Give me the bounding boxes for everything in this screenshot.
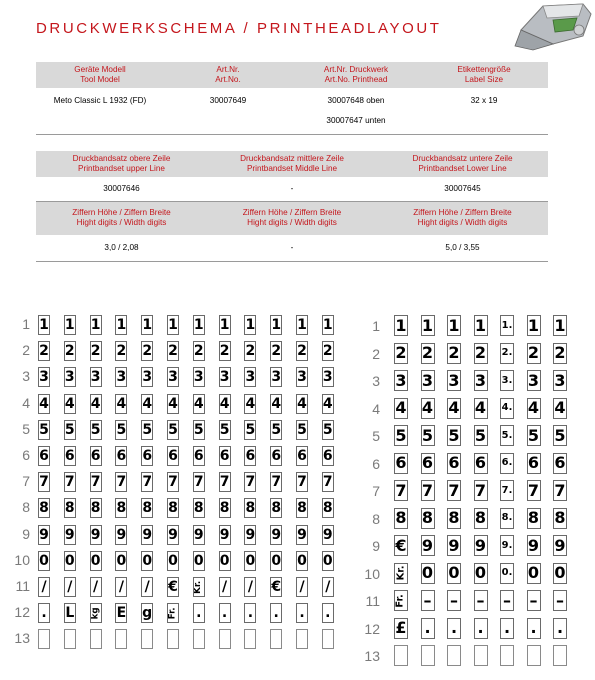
printband-cell: 7	[421, 480, 434, 500]
printband-cell: 0	[322, 552, 333, 569]
printband-cell: 3.	[500, 370, 514, 391]
printband-cell: E	[116, 605, 127, 622]
printband-cell: 3	[421, 370, 434, 390]
header-printband-lower: Druckbandsatz untere Zeile Printbandset Lower Line	[377, 151, 548, 177]
printband-cell: 4	[90, 395, 101, 412]
printband-cell: 1	[64, 317, 75, 333]
printband-cell: 0	[554, 563, 566, 582]
printband-cell: 8	[395, 508, 407, 527]
row-number: 9	[372, 538, 380, 554]
printband-cell: 2	[64, 343, 75, 360]
row-number: 11	[365, 593, 380, 609]
printband-cell: 3	[39, 369, 49, 386]
printband-cell: 8	[64, 500, 75, 517]
printband-cell: Kr.	[193, 577, 205, 597]
printband-cell: 2	[219, 343, 230, 360]
printband-cell: 4	[193, 395, 204, 412]
printband-cell: 9	[421, 535, 434, 555]
printband-cell: 6	[395, 453, 407, 472]
printband-cell: 5	[90, 421, 101, 438]
printband-cell: 0	[271, 552, 282, 569]
printband-cell: 9	[448, 535, 460, 555]
printband-cell: 5.	[500, 425, 514, 446]
printband-cell: 7	[142, 474, 153, 491]
spec-table-1	[36, 62, 548, 135]
printband-cell: –	[474, 590, 488, 611]
value-printhead-art-no: 30007648 oben 30007647 unten	[326, 96, 386, 125]
printband-cell: 9	[322, 526, 333, 543]
printband-cell: .	[474, 618, 488, 639]
printband-cell: /	[115, 577, 127, 597]
printband-cell: 0	[448, 563, 460, 582]
printband-cell: 2	[527, 343, 540, 362]
header-digits-lower: Ziffern Höhe / Ziffern Breite Hight digits / Width digits	[377, 201, 548, 235]
printband-cell: 2	[142, 343, 153, 360]
printband-cell: 6	[322, 448, 333, 464]
row-number: 12	[14, 604, 30, 621]
printband-cell: 9	[271, 526, 282, 543]
printband-cell: 8	[193, 500, 204, 517]
printband-cell: 5	[297, 421, 307, 438]
printband-cell: /	[219, 577, 231, 597]
printband-cell: £	[395, 618, 407, 637]
printband-cell: 2.	[500, 343, 514, 364]
printband-cell: 7	[219, 474, 230, 491]
printband-cell: 1	[219, 317, 230, 333]
printband-cell: 1	[297, 317, 307, 333]
row-number: 4	[372, 400, 380, 417]
printband-cell	[421, 645, 435, 666]
printband-cell	[90, 629, 102, 649]
printband-cell: Fr.	[167, 603, 179, 623]
printband-cell: 3	[395, 370, 407, 390]
printband-cell: 5	[245, 421, 256, 438]
spec-table-2	[36, 151, 548, 262]
printband-cell	[167, 629, 179, 649]
printband-cell: 9	[39, 526, 49, 543]
printband-cell	[447, 645, 461, 666]
printband-cell: 9	[193, 526, 204, 543]
printband-cell: 6	[297, 448, 307, 464]
printband-cell	[527, 645, 541, 666]
printband-cell: 3	[474, 370, 487, 390]
printband-cell: 9	[219, 526, 230, 543]
printband-cell: 7	[554, 480, 566, 500]
row-number: 2	[22, 342, 30, 359]
printband-cell: 0	[245, 552, 256, 569]
printband-cell: 8	[90, 500, 101, 517]
printband-cell: 5	[64, 421, 75, 438]
printband-cell: 7	[168, 474, 178, 491]
printband-cell	[296, 629, 308, 649]
printband-cell: 1	[39, 317, 49, 333]
row-number: 3	[372, 373, 380, 389]
printband-cell: 5	[395, 425, 407, 445]
printband-cell: 8	[554, 508, 566, 527]
printband-cell: 8	[168, 500, 178, 517]
printband-cell: 0	[64, 552, 75, 569]
row-number: 11	[15, 578, 30, 594]
printband-cell: .	[527, 618, 541, 639]
printband-cell: 8	[142, 500, 153, 517]
value-digits-lower: 5,0 / 3,55	[445, 243, 480, 253]
printband-cell: 4	[39, 395, 49, 412]
printband-cell: 7	[64, 474, 75, 491]
row-number: 6	[372, 455, 380, 472]
printband-cell: –	[500, 590, 514, 611]
printband-cell: 2	[395, 343, 407, 362]
printband-cell: 4	[448, 398, 460, 417]
printband-cell: 4	[395, 398, 407, 417]
printband-cell: 7	[39, 474, 49, 491]
printband-cell: 1	[193, 317, 204, 333]
printband-cell: 0	[297, 552, 307, 569]
printband-cell: 9	[168, 526, 178, 543]
printband-cell: 0	[90, 552, 101, 569]
row-number: 13	[14, 630, 30, 647]
printband-cell: 0	[219, 552, 230, 569]
printband-cell: 4	[554, 398, 566, 417]
printband-cell: 3	[64, 369, 75, 386]
printband-cell: 0	[193, 552, 204, 569]
printband-cell: 0.	[500, 563, 514, 584]
printband-cell: .	[193, 603, 205, 623]
printband-cell: 1	[142, 317, 153, 333]
printband-cell: 0	[527, 563, 540, 582]
printband-cell: 7	[322, 474, 333, 491]
printband-cell: –	[421, 590, 435, 611]
value-digits-middle: -	[290, 243, 294, 253]
printband-cell: 7	[474, 480, 487, 500]
printband-cell: /	[322, 577, 334, 597]
printband-cell: 9	[474, 535, 487, 555]
printband-cell: /	[244, 577, 256, 597]
value-printband-lower: 30007645	[444, 184, 481, 194]
value-digits-upper: 3,0 / 2,08	[104, 243, 139, 253]
printband-cell: 6	[271, 448, 282, 464]
printband-cell: 7.	[500, 480, 514, 501]
printband-cell: /	[296, 577, 308, 597]
printband-cell: 4	[421, 398, 434, 417]
printband-cell: 4	[219, 395, 230, 412]
printband-cell: 6	[90, 448, 101, 464]
printband-cell: 8	[448, 508, 460, 527]
printband-cell	[141, 629, 153, 649]
printband-cell: 4.	[500, 398, 514, 419]
printband-cell: 0	[39, 552, 49, 569]
printband-cell: 6	[474, 453, 487, 472]
printband-cell: 9	[554, 535, 566, 555]
row-number: 5	[22, 420, 30, 437]
printband-cell: 4	[527, 398, 540, 417]
row-number: 6	[22, 447, 30, 463]
printband-cell: .	[244, 603, 256, 623]
printband-cell: 4	[474, 398, 487, 417]
printband-cell: 8	[219, 500, 230, 517]
printband-cell: 1	[168, 317, 178, 333]
printband-cell: /	[64, 577, 76, 597]
printband-cell: 0	[116, 552, 127, 569]
printband-cell: 7	[245, 474, 256, 491]
row-number: 8	[372, 510, 380, 527]
printband-cell: 1.	[500, 315, 514, 336]
row-number: 2	[372, 345, 380, 362]
row-number: 10	[364, 565, 380, 582]
printband-cell: 5	[39, 421, 49, 438]
printband-cell: 7	[297, 474, 307, 491]
printband-cell: g	[142, 605, 153, 622]
header-tool-model: Geräte Modell Tool Model	[36, 62, 164, 88]
printband-cell: .	[322, 603, 334, 623]
printband-cell: 8	[116, 500, 127, 517]
printband-cell: 8	[297, 500, 307, 517]
printband-cell	[474, 645, 488, 666]
price-labeller-icon	[513, 0, 593, 52]
printband-cell: 4	[168, 395, 178, 412]
printband-cell: 5	[322, 421, 333, 438]
value-printband-middle: -	[290, 184, 294, 194]
printband-cell: 6	[421, 453, 434, 472]
row-number: 3	[22, 368, 30, 385]
printband-cell: 0	[168, 552, 178, 569]
printband-cell: 3	[554, 370, 566, 390]
printband-cell: .	[38, 603, 50, 623]
printband-cell	[394, 645, 408, 666]
printband-cell: 9	[116, 526, 127, 543]
printband-cell: .	[553, 618, 567, 639]
printband-cell	[270, 629, 282, 649]
printband-cell: 9	[297, 526, 307, 543]
printband-cell: 2	[116, 343, 127, 360]
printband-cell: /	[90, 577, 102, 597]
row-number: 9	[22, 525, 30, 542]
printband-cell: 6	[554, 453, 566, 472]
header-digits-middle: Ziffern Höhe / Ziffern Breite Hight digits / Width digits	[207, 201, 377, 235]
printband-cell: 1	[395, 315, 407, 335]
printband-cell: 5	[474, 425, 487, 445]
printband-cell: 5	[527, 425, 540, 445]
printband-cell: 4	[297, 395, 307, 412]
printband-cell: kg	[90, 603, 102, 623]
printband-cell: 3	[322, 369, 333, 386]
printband-cell: 4	[245, 395, 256, 412]
printband-cell: 9	[245, 526, 256, 543]
printband-cell: 3	[448, 370, 460, 390]
printband-cell: 4	[64, 395, 75, 412]
printband-cell	[38, 629, 50, 649]
printband-cell: 2	[322, 343, 333, 360]
printband-cell: 6	[448, 453, 460, 472]
printband-cell: .	[270, 603, 282, 623]
printband-cell: 1	[90, 317, 101, 333]
printband-cell: 3	[297, 369, 307, 386]
printband-cell: 5	[168, 421, 178, 438]
printband-cell: 0	[474, 563, 487, 582]
page-title: DRUCKWERKSCHEMA / PRINTHEADLAYOUT	[36, 20, 442, 37]
printband-cell: 4	[322, 395, 333, 412]
printband-cell: .	[296, 603, 308, 623]
printband-cell: 2	[245, 343, 256, 360]
printband-cell: 8	[527, 508, 540, 527]
printband-cell: 8.	[500, 508, 514, 529]
printband-cell: Fr.	[394, 590, 408, 611]
value-art-no: 30007649	[209, 96, 247, 105]
printband-cell: Kr.	[394, 563, 408, 584]
printband-cell: 7	[395, 480, 407, 500]
header-printhead-art-no: Art.Nr. Druckwerk Art.No. Printhead	[292, 62, 420, 88]
printband-cell	[500, 645, 514, 666]
row-number: 1	[22, 316, 30, 332]
printband-cell: 8	[245, 500, 256, 517]
printband-cell: 7	[527, 480, 540, 500]
value-tool-model: Meto Classic L 1932 (FD)	[53, 96, 147, 105]
printband-cell: 2	[297, 343, 307, 360]
printband-cell: 4	[271, 395, 282, 412]
row-number: 8	[22, 499, 30, 516]
row-number: 12	[364, 620, 380, 637]
printband-cell	[322, 629, 334, 649]
row-number: 13	[364, 648, 380, 664]
printband-cell: 6	[527, 453, 540, 472]
printband-cell: 1	[527, 315, 540, 335]
printband-cell: 6	[64, 448, 75, 464]
printband-cell: 5	[421, 425, 434, 445]
printband-cell: 6	[219, 448, 230, 464]
printband-cell: 3	[193, 369, 204, 386]
row-number: 1	[372, 318, 380, 334]
printband-cell: 2	[421, 343, 434, 362]
printband-cell: 6	[116, 448, 127, 464]
header-printband-middle: Druckbandsatz mittlere Zeile Printbandset Middle Line	[207, 151, 377, 177]
printband-cell: 3	[245, 369, 256, 386]
printband-cell: 0	[142, 552, 153, 569]
printband-cell: 9	[64, 526, 75, 543]
printband-cell: 3	[116, 369, 127, 386]
printband-cell: 1	[271, 317, 282, 333]
row-number: 7	[22, 473, 30, 490]
printband-cell	[553, 645, 567, 666]
printband-cell: 3	[219, 369, 230, 386]
printband-cell: /	[38, 577, 50, 597]
printband-cell: 5	[271, 421, 282, 438]
printband-cell: 3	[168, 369, 178, 386]
printband-cell: 8	[474, 508, 487, 527]
printband-cell: 6	[168, 448, 178, 464]
printband-cell: 1	[421, 315, 434, 335]
printband-cell: 1	[245, 317, 256, 333]
printband-cell: €	[271, 579, 282, 595]
printband-cell: 6	[193, 448, 204, 464]
header-label-size: Etikettengröße Label Size	[420, 62, 548, 88]
printband-cell: 8	[271, 500, 282, 517]
printband-cell: 6	[39, 448, 49, 464]
printband-cell	[193, 629, 205, 649]
printband-cell: 4	[142, 395, 153, 412]
printband-cell: 8	[421, 508, 434, 527]
printband-cell: 0	[421, 563, 434, 582]
printband-cell: €	[395, 535, 407, 555]
printband-cell: 1	[554, 315, 566, 335]
printband-cell: –	[553, 590, 567, 611]
printband-cell: 2	[193, 343, 204, 360]
printband-cell: €	[168, 579, 178, 595]
printband-cell: 7	[448, 480, 460, 500]
printband-cell: .	[447, 618, 461, 639]
printband-cell: 7	[193, 474, 204, 491]
printband-cell: 2	[554, 343, 566, 362]
printband-cell: 1	[116, 317, 127, 333]
printband-cell: 7	[116, 474, 127, 491]
printband-cell: 5	[554, 425, 566, 445]
printband-cell: 5	[448, 425, 460, 445]
printband-cell	[219, 629, 231, 649]
printband-cell: 9	[527, 535, 540, 555]
printband-cell	[115, 629, 127, 649]
printband-cell: 2	[39, 343, 49, 360]
printband-cell: 2	[448, 343, 460, 362]
printband-cell: –	[447, 590, 461, 611]
header-printband-upper: Druckbandsatz obere Zeile Printbandset upper Line	[36, 151, 207, 177]
printband-cell: 5	[219, 421, 230, 438]
header-art-no: Art.Nr. Art.No.	[164, 62, 292, 88]
printband-cell: 5	[193, 421, 204, 438]
row-number: 4	[22, 394, 30, 411]
printband-cell: 6.	[500, 453, 514, 474]
printband-cell: 7	[271, 474, 282, 491]
printband-cell: 1	[448, 315, 460, 335]
printband-cell: 6	[142, 448, 153, 464]
printband-cell: /	[141, 577, 153, 597]
printband-cell: 2	[90, 343, 101, 360]
header-digits-upper: Ziffern Höhe / Ziffern Breite Hight digits / Width digits	[36, 201, 207, 235]
printband-cell: 9	[90, 526, 101, 543]
printband-cell: .	[421, 618, 435, 639]
printband-cell: 6	[245, 448, 256, 464]
printband-cell: 3	[90, 369, 101, 386]
printband-cell: 8	[39, 500, 49, 517]
printband-cell: 5	[116, 421, 127, 438]
printband-cell: 2	[271, 343, 282, 360]
printband-cell: 8	[322, 500, 333, 517]
row-number: 10	[14, 551, 30, 568]
printband-cell: 7	[90, 474, 101, 491]
printband-cell: L	[65, 605, 75, 622]
printband-cell: .	[219, 603, 231, 623]
printband-cell: 4	[116, 395, 127, 412]
value-label-size: 32 x 19	[470, 96, 498, 105]
printband-cell: .	[500, 618, 514, 639]
printband-cell: 1	[474, 315, 487, 335]
printband-cell: 1	[322, 317, 333, 333]
printband-cell: 2	[168, 343, 178, 360]
row-number: 5	[372, 428, 380, 444]
printband-cell: 5	[142, 421, 153, 438]
printband-cell	[244, 629, 256, 649]
printband-cell: 9.	[500, 535, 514, 556]
row-number: 7	[372, 483, 380, 499]
printband-cell: 2	[474, 343, 487, 362]
printband-cell: 9	[142, 526, 153, 543]
printband-cell: 3	[142, 369, 153, 386]
printband-cell	[64, 629, 76, 649]
printband-cell: 3	[527, 370, 540, 390]
printband-cell: 3	[271, 369, 282, 386]
printband-cell: –	[527, 590, 541, 611]
value-printband-upper: 30007646	[103, 184, 140, 194]
